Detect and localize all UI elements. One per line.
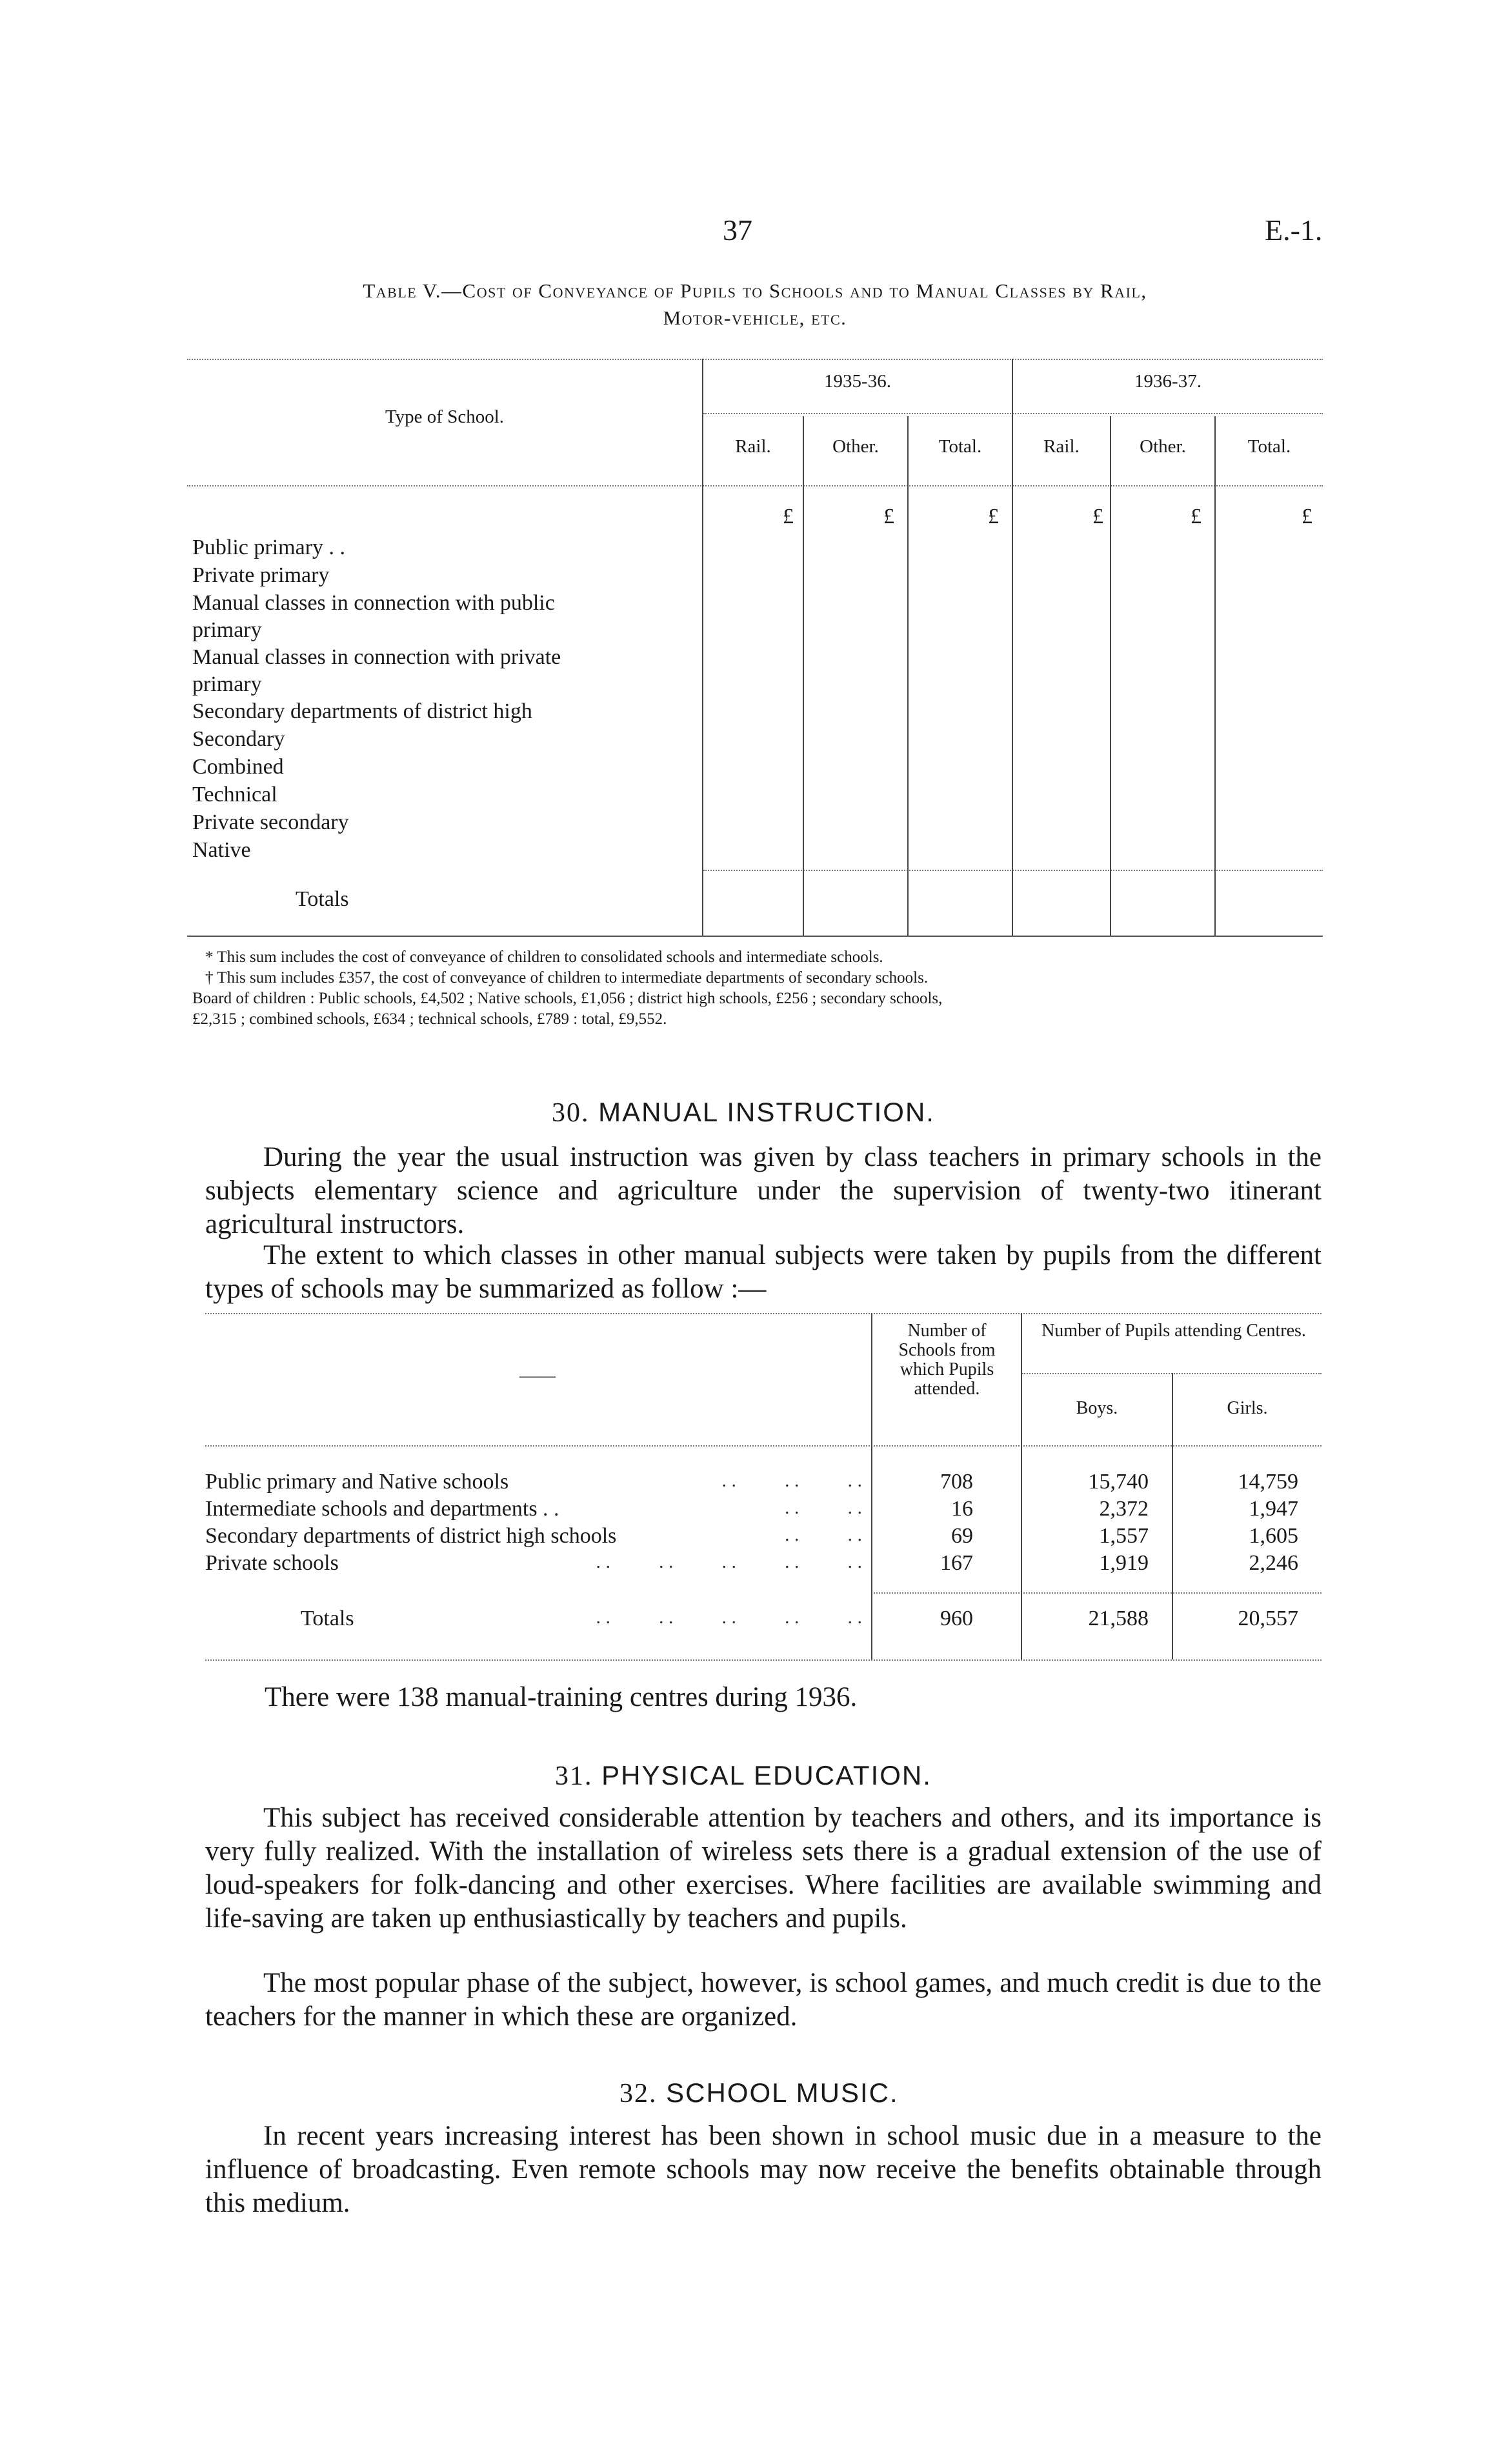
- section-title: PHYSICAL EDUCATION.: [601, 1760, 932, 1790]
- table-v-row-label: Manual classes in connection with private: [192, 645, 561, 669]
- col-total-header: Total.: [938, 436, 982, 457]
- col-number-of-schools-header: Number of Schools from which Pupils attended.: [898, 1321, 996, 1399]
- year-1936-header: 1936-37.: [1134, 371, 1201, 392]
- leader-dots: . . . .: [785, 1497, 862, 1518]
- manual-table-cell: 1,557: [1099, 1524, 1149, 1548]
- section-31-paragraph: This subject has received considerable attention by teachers and others, and its importance is very fully realized. With the installation of wireless sets there is a gradual extension of the use of loud-speakers for folk-dancing and other exercises. Where facilities are available swimming and life-saving are taken up enthusiastically by teachers and pupils.: [205, 1803, 1322, 1934]
- footnote: Board of children : Public schools, £4,502 ; Native schools, £1,056 ; district high schools, £256 ; secondary schools,: [192, 990, 943, 1007]
- table-v-footnotes: [192, 947, 1322, 1030]
- footnote: * This sum includes the cost of conveyance of children to consolidated schools and intermediate schools.: [205, 948, 883, 966]
- table-v-row-label: Private primary: [192, 563, 330, 587]
- table-v-vrule: [907, 416, 909, 936]
- currency-symbol: £: [1302, 505, 1312, 528]
- section-number: 31.: [555, 1761, 593, 1791]
- manual-table-top-rule: [205, 1313, 1322, 1314]
- col-boys-header: Boys.: [1076, 1398, 1118, 1418]
- manual-table-totals-rule: [871, 1592, 1322, 1594]
- manual-table-cell: 16: [951, 1497, 973, 1521]
- table-v-title: [187, 277, 1323, 332]
- manual-table-row-label: Private schools: [205, 1551, 339, 1575]
- manual-table-cell: 69: [951, 1524, 973, 1548]
- leader-dots: . . . . . .: [721, 1470, 862, 1491]
- currency-symbol: £: [1191, 505, 1201, 528]
- table-v-row-label: Native: [192, 838, 251, 862]
- col-other-header: Other.: [832, 436, 879, 457]
- manual-table-cell: 1,605: [1249, 1524, 1298, 1548]
- manual-table-total-cell: 960: [940, 1607, 973, 1630]
- manual-table-total-cell: 21,588: [1088, 1607, 1149, 1630]
- section-30-paragraph: During the year the usual instruction was given by class teachers in primary schools in the subjects elementary science and agriculture under the supervision of twenty-two itinerant agricultural instructors.: [205, 1142, 1322, 1239]
- manual-table-cell: 2,372: [1099, 1497, 1149, 1521]
- section-title: MANUAL INSTRUCTION.: [598, 1097, 935, 1127]
- manual-table-vrule: [1021, 1313, 1022, 1659]
- currency-symbol: £: [988, 505, 999, 528]
- table-v-row-label: Combined: [192, 755, 284, 779]
- section-number: 30.: [552, 1098, 590, 1128]
- manual-table-row-label: Intermediate schools and departments . .: [205, 1497, 559, 1521]
- col-total-header: Total.: [1247, 436, 1291, 457]
- page-reference: E.-1.: [1265, 214, 1323, 246]
- manual-table-cell: 1,947: [1249, 1497, 1298, 1521]
- section-number: 32.: [619, 2079, 658, 2108]
- leader-dots: . . . . . . . . . .: [596, 1607, 862, 1628]
- manual-table-totals-label: Totals: [301, 1607, 354, 1630]
- table-v-bottom-rule: [187, 936, 1323, 937]
- manual-table-cell: 2,246: [1249, 1551, 1298, 1575]
- table-v-row-label: Private secondary: [192, 810, 349, 834]
- footnote: £2,315 ; combined schools, £634 ; technical schools, £789 : total, £9,552.: [192, 1010, 667, 1028]
- type-of-school-header: Type of School.: [385, 406, 505, 427]
- table-v-year-rule: [703, 413, 1323, 414]
- table-v-row-label: Technical: [192, 783, 277, 806]
- manual-table-header-rule: [205, 1445, 1322, 1447]
- table-v-row-label: Manual classes in connection with public: [192, 591, 555, 615]
- currency-symbol: £: [783, 505, 794, 528]
- table-v-row-label: Secondary departments of district high: [192, 699, 532, 723]
- manual-table-cell: 14,759: [1238, 1470, 1298, 1494]
- table-v-vrule: [1214, 416, 1216, 936]
- manual-table-bottom-rule: [205, 1659, 1322, 1661]
- manual-table-cell: 167: [940, 1551, 973, 1575]
- manual-table-row-label: Secondary departments of district high schools: [205, 1524, 617, 1548]
- table-v-title-line1: Table V.—Cost of Conveyance of Pupils to Schools and to Manual Classes by Rail,: [363, 279, 1147, 302]
- manual-table-cell: 1,919: [1099, 1551, 1149, 1575]
- table-v-vrule: [1110, 416, 1111, 936]
- page-number: 37: [723, 214, 752, 246]
- col-pupils-attending-header: Number of Pupils attending Centres.: [1041, 1321, 1306, 1341]
- section-30-paragraph: The extent to which classes in other manual subjects were taken by pupils from the different types of schools may be summarized as follow :—: [205, 1240, 1322, 1304]
- leader-dots: . . . .: [785, 1524, 862, 1545]
- table-v-title-line2: Motor-vehicle, etc.: [663, 306, 847, 329]
- table-v-row-label-continued: primary: [192, 672, 262, 696]
- col-rail-header: Rail.: [1043, 436, 1080, 457]
- manual-table-cell: 708: [940, 1470, 973, 1494]
- currency-symbol: £: [883, 505, 894, 528]
- manual-table-row-label: Public primary and Native schools: [205, 1470, 509, 1494]
- section-32-heading: [619, 2078, 899, 2109]
- table-v-totals-label: Totals: [296, 887, 349, 911]
- section-30-heading: [552, 1097, 935, 1128]
- table-v-header-rule: [187, 485, 1323, 486]
- table-v-row-label: Public primary . .: [192, 536, 346, 559]
- table-v-row-label-continued: primary: [192, 618, 262, 642]
- col-rail-header: Rail.: [735, 436, 771, 457]
- leader-dots: . . . . . . . . . .: [596, 1551, 862, 1572]
- section-31-heading: [555, 1760, 932, 1792]
- manual-centres-note: There were 138 manual-training centres during 1936.: [265, 1682, 858, 1712]
- currency-symbol: £: [1092, 505, 1103, 528]
- section-title: SCHOOL MUSIC.: [666, 2078, 899, 2108]
- manual-table-vrule: [871, 1313, 872, 1659]
- manual-table-cell: 15,740: [1088, 1470, 1149, 1494]
- table-v-top-rule: [187, 359, 1323, 360]
- section-32-paragraph: In recent years increasing interest has been shown in school music due in a measure to the influence of broadcasting. Even remote schools may now receive the benefits obtainable through this medium.: [205, 2121, 1322, 2218]
- manual-table-total-cell: 20,557: [1238, 1607, 1298, 1630]
- col-other-header: Other.: [1140, 436, 1186, 457]
- table-v-row-label: Secondary: [192, 727, 285, 751]
- manual-table-first-col-header: ——: [519, 1366, 556, 1386]
- year-1935-header: 1935-36.: [824, 371, 891, 392]
- footnote: † This sum includes £357, the cost of conveyance of children to intermediate departments of secondary schools.: [205, 969, 929, 987]
- table-v-totals-rule: [703, 870, 1323, 871]
- section-31-paragraph: The most popular phase of the subject, however, is school games, and much credit is due to the teachers for the manner in which these are organized.: [205, 1968, 1322, 2032]
- table-v-vrule: [803, 416, 804, 936]
- col-girls-header: Girls.: [1227, 1398, 1268, 1418]
